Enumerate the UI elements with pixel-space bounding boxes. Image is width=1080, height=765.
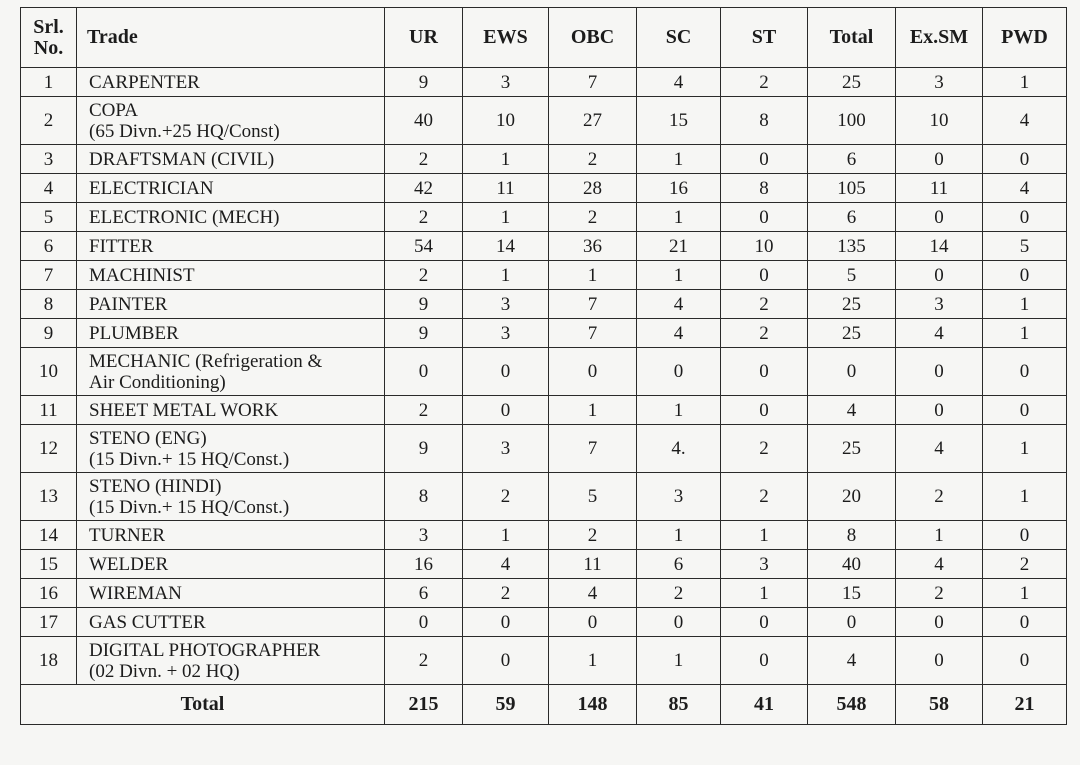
header-total: Total bbox=[808, 8, 896, 68]
ews-cell: 2 bbox=[463, 579, 549, 608]
trade-cell bbox=[77, 203, 385, 232]
table-row bbox=[21, 550, 1067, 579]
obc-cell: 2 bbox=[549, 203, 637, 232]
exsm-cell: 4 bbox=[896, 550, 983, 579]
table-row bbox=[21, 425, 1067, 473]
table-row bbox=[21, 145, 1067, 174]
exsm-cell: 0 bbox=[896, 348, 983, 396]
pwd-cell: 2 bbox=[983, 550, 1067, 579]
total-cell: 4 bbox=[808, 637, 896, 685]
serial-number-cell: 16 bbox=[21, 579, 77, 608]
st-cell: 0 bbox=[721, 261, 808, 290]
total-label: Total bbox=[21, 685, 385, 725]
total-cell: 15 bbox=[808, 579, 896, 608]
ews-cell: 3 bbox=[463, 425, 549, 473]
header-sc: SC bbox=[637, 8, 721, 68]
ews-cell: 1 bbox=[463, 521, 549, 550]
ews-cell: 2 bbox=[463, 473, 549, 521]
exsm-cell: 0 bbox=[896, 396, 983, 425]
exsm-cell: 14 bbox=[896, 232, 983, 261]
ews-cell: 11 bbox=[463, 174, 549, 203]
table-body bbox=[21, 68, 1067, 685]
sc-cell: 1 bbox=[637, 145, 721, 174]
total-cell: 105 bbox=[808, 174, 896, 203]
trade-name: MECHANIC (Refrigeration & bbox=[89, 350, 323, 372]
table-row bbox=[21, 521, 1067, 550]
exsm-cell: 0 bbox=[896, 203, 983, 232]
trade-name: GAS CUTTER bbox=[89, 611, 206, 633]
ews-cell: 0 bbox=[463, 396, 549, 425]
table-row bbox=[21, 579, 1067, 608]
ews-cell: 0 bbox=[463, 608, 549, 637]
header-row bbox=[21, 8, 1067, 68]
serial-number-cell: 8 bbox=[21, 290, 77, 319]
header-ur: UR bbox=[385, 8, 463, 68]
header-no-label: No. bbox=[33, 36, 64, 59]
table-row bbox=[21, 261, 1067, 290]
pwd-cell: 1 bbox=[983, 290, 1067, 319]
ur-cell: 2 bbox=[385, 637, 463, 685]
ur-cell: 2 bbox=[385, 396, 463, 425]
trade-cell bbox=[77, 425, 385, 473]
sc-cell: 1 bbox=[637, 521, 721, 550]
sc-cell: 1 bbox=[637, 396, 721, 425]
header-ews: EWS bbox=[463, 8, 549, 68]
serial-number-cell: 6 bbox=[21, 232, 77, 261]
sc-cell: 4 bbox=[637, 290, 721, 319]
exsm-cell: 2 bbox=[896, 579, 983, 608]
exsm-cell: 0 bbox=[896, 145, 983, 174]
trade-cell bbox=[77, 68, 385, 97]
table-row bbox=[21, 203, 1067, 232]
pwd-cell: 1 bbox=[983, 579, 1067, 608]
table-row bbox=[21, 637, 1067, 685]
ews-cell: 0 bbox=[463, 637, 549, 685]
total-cell: 6 bbox=[808, 145, 896, 174]
trade-name: PAINTER bbox=[89, 293, 168, 315]
st-cell: 8 bbox=[721, 174, 808, 203]
sc-cell: 1 bbox=[637, 637, 721, 685]
trade-cell bbox=[77, 319, 385, 348]
sc-cell: 15 bbox=[637, 97, 721, 145]
st-cell: 8 bbox=[721, 97, 808, 145]
table-row bbox=[21, 68, 1067, 97]
st-cell: 0 bbox=[721, 203, 808, 232]
trade-name: STENO (ENG) bbox=[89, 427, 207, 449]
total-total: 548 bbox=[808, 685, 896, 725]
table-row bbox=[21, 174, 1067, 203]
st-cell: 1 bbox=[721, 521, 808, 550]
exsm-cell: 11 bbox=[896, 174, 983, 203]
sc-cell: 4 bbox=[637, 68, 721, 97]
serial-number-cell: 9 bbox=[21, 319, 77, 348]
st-cell: 2 bbox=[721, 290, 808, 319]
serial-number-cell: 10 bbox=[21, 348, 77, 396]
ews-cell: 1 bbox=[463, 145, 549, 174]
total-cell: 135 bbox=[808, 232, 896, 261]
exsm-cell: 4 bbox=[896, 425, 983, 473]
pwd-cell: 0 bbox=[983, 396, 1067, 425]
pwd-cell: 1 bbox=[983, 425, 1067, 473]
table-row bbox=[21, 396, 1067, 425]
trade-name: ELECTRICIAN bbox=[89, 177, 214, 199]
serial-number-cell: 17 bbox=[21, 608, 77, 637]
ews-cell: 10 bbox=[463, 97, 549, 145]
total-ur: 215 bbox=[385, 685, 463, 725]
serial-number-cell: 14 bbox=[21, 521, 77, 550]
obc-cell: 0 bbox=[549, 608, 637, 637]
exsm-cell: 10 bbox=[896, 97, 983, 145]
st-cell: 3 bbox=[721, 550, 808, 579]
st-cell: 0 bbox=[721, 637, 808, 685]
trade-name: CARPENTER bbox=[89, 71, 200, 93]
pwd-cell: 0 bbox=[983, 348, 1067, 396]
sc-cell: 3 bbox=[637, 473, 721, 521]
sc-cell: 2 bbox=[637, 579, 721, 608]
ews-cell: 1 bbox=[463, 203, 549, 232]
trade-cell bbox=[77, 261, 385, 290]
sc-cell: 4 bbox=[637, 319, 721, 348]
serial-number-cell: 4 bbox=[21, 174, 77, 203]
obc-cell: 27 bbox=[549, 97, 637, 145]
ur-cell: 40 bbox=[385, 97, 463, 145]
obc-cell: 11 bbox=[549, 550, 637, 579]
obc-cell: 7 bbox=[549, 425, 637, 473]
exsm-cell: 3 bbox=[896, 68, 983, 97]
st-cell: 10 bbox=[721, 232, 808, 261]
exsm-cell: 1 bbox=[896, 521, 983, 550]
obc-cell: 7 bbox=[549, 319, 637, 348]
exsm-cell: 0 bbox=[896, 608, 983, 637]
st-cell: 1 bbox=[721, 579, 808, 608]
trade-subtitle: (15 Divn.+ 15 HQ/Const.) bbox=[89, 496, 290, 518]
trade-name: STENO (HINDI) bbox=[89, 475, 222, 497]
pwd-cell: 1 bbox=[983, 68, 1067, 97]
obc-cell: 0 bbox=[549, 348, 637, 396]
st-cell: 0 bbox=[721, 145, 808, 174]
exsm-cell: 0 bbox=[896, 261, 983, 290]
trade-cell bbox=[77, 550, 385, 579]
obc-cell: 1 bbox=[549, 261, 637, 290]
trade-name: FITTER bbox=[89, 235, 154, 257]
serial-number-cell: 12 bbox=[21, 425, 77, 473]
exsm-cell: 3 bbox=[896, 290, 983, 319]
total-ews: 59 bbox=[463, 685, 549, 725]
obc-cell: 4 bbox=[549, 579, 637, 608]
ews-cell: 3 bbox=[463, 290, 549, 319]
table-row bbox=[21, 319, 1067, 348]
exsm-cell: 0 bbox=[896, 637, 983, 685]
pwd-cell: 0 bbox=[983, 261, 1067, 290]
total-cell: 6 bbox=[808, 203, 896, 232]
total-st: 41 bbox=[721, 685, 808, 725]
trade-name: WIREMAN bbox=[89, 582, 182, 604]
obc-cell: 2 bbox=[549, 521, 637, 550]
serial-number-cell: 13 bbox=[21, 473, 77, 521]
serial-number-cell: 5 bbox=[21, 203, 77, 232]
ur-cell: 0 bbox=[385, 608, 463, 637]
header-srl-label: Srl. bbox=[33, 15, 64, 38]
trade-cell bbox=[77, 608, 385, 637]
total-cell: 25 bbox=[808, 68, 896, 97]
total-cell: 20 bbox=[808, 473, 896, 521]
total-exsm: 58 bbox=[896, 685, 983, 725]
total-cell: 5 bbox=[808, 261, 896, 290]
pwd-cell: 0 bbox=[983, 203, 1067, 232]
total-cell: 40 bbox=[808, 550, 896, 579]
table-row bbox=[21, 290, 1067, 319]
total-cell: 0 bbox=[808, 348, 896, 396]
total-cell: 25 bbox=[808, 290, 896, 319]
ews-cell: 3 bbox=[463, 68, 549, 97]
st-cell: 2 bbox=[721, 319, 808, 348]
header-st: ST bbox=[721, 8, 808, 68]
st-cell: 2 bbox=[721, 473, 808, 521]
ur-cell: 42 bbox=[385, 174, 463, 203]
ur-cell: 2 bbox=[385, 203, 463, 232]
serial-number-cell: 3 bbox=[21, 145, 77, 174]
trade-cell bbox=[77, 637, 385, 685]
trade-name: SHEET METAL WORK bbox=[89, 399, 279, 421]
trade-subtitle: Air Conditioning) bbox=[89, 371, 226, 393]
pwd-cell: 0 bbox=[983, 608, 1067, 637]
obc-cell: 36 bbox=[549, 232, 637, 261]
trade-cell bbox=[77, 521, 385, 550]
st-cell: 0 bbox=[721, 348, 808, 396]
trade-cell bbox=[77, 579, 385, 608]
pwd-cell: 0 bbox=[983, 145, 1067, 174]
serial-number-cell: 7 bbox=[21, 261, 77, 290]
serial-number-cell: 2 bbox=[21, 97, 77, 145]
table-row bbox=[21, 348, 1067, 396]
total-cell: 0 bbox=[808, 608, 896, 637]
pwd-cell: 4 bbox=[983, 97, 1067, 145]
ews-cell: 1 bbox=[463, 261, 549, 290]
header-srl-no bbox=[21, 8, 77, 68]
exsm-cell: 4 bbox=[896, 319, 983, 348]
serial-number-cell: 1 bbox=[21, 68, 77, 97]
sc-cell: 21 bbox=[637, 232, 721, 261]
st-cell: 0 bbox=[721, 396, 808, 425]
ur-cell: 16 bbox=[385, 550, 463, 579]
header-exsm: Ex.SM bbox=[896, 8, 983, 68]
st-cell: 2 bbox=[721, 425, 808, 473]
obc-cell: 28 bbox=[549, 174, 637, 203]
ur-cell: 9 bbox=[385, 319, 463, 348]
ur-cell: 9 bbox=[385, 68, 463, 97]
trade-name: ELECTRONIC (MECH) bbox=[89, 206, 280, 228]
ews-cell: 0 bbox=[463, 348, 549, 396]
ur-cell: 54 bbox=[385, 232, 463, 261]
ur-cell: 9 bbox=[385, 425, 463, 473]
header-trade: Trade bbox=[77, 8, 385, 68]
total-cell: 8 bbox=[808, 521, 896, 550]
trade-cell bbox=[77, 232, 385, 261]
sc-cell: 0 bbox=[637, 608, 721, 637]
ews-cell: 3 bbox=[463, 319, 549, 348]
trade-subtitle: (02 Divn. + 02 HQ) bbox=[89, 660, 240, 682]
trade-subtitle: (65 Divn.+25 HQ/Const) bbox=[89, 120, 280, 142]
trade-name: MACHINIST bbox=[89, 264, 195, 286]
trade-name: TURNER bbox=[89, 524, 165, 546]
pwd-cell: 1 bbox=[983, 473, 1067, 521]
trade-cell bbox=[77, 145, 385, 174]
pwd-cell: 0 bbox=[983, 637, 1067, 685]
sc-cell: 1 bbox=[637, 261, 721, 290]
total-cell: 4 bbox=[808, 396, 896, 425]
ur-cell: 0 bbox=[385, 348, 463, 396]
trade-cell bbox=[77, 290, 385, 319]
obc-cell: 1 bbox=[549, 396, 637, 425]
total-cell: 100 bbox=[808, 97, 896, 145]
ur-cell: 6 bbox=[385, 579, 463, 608]
serial-number-cell: 18 bbox=[21, 637, 77, 685]
trade-cell bbox=[77, 97, 385, 145]
st-cell: 2 bbox=[721, 68, 808, 97]
table-row bbox=[21, 608, 1067, 637]
serial-number-cell: 15 bbox=[21, 550, 77, 579]
vacancy-table bbox=[20, 7, 1067, 725]
trade-name: WELDER bbox=[89, 553, 169, 575]
trade-cell bbox=[77, 348, 385, 396]
serial-number-cell: 11 bbox=[21, 396, 77, 425]
table-row bbox=[21, 97, 1067, 145]
ews-cell: 14 bbox=[463, 232, 549, 261]
ur-cell: 2 bbox=[385, 261, 463, 290]
pwd-cell: 1 bbox=[983, 319, 1067, 348]
ur-cell: 3 bbox=[385, 521, 463, 550]
trade-name: DRAFTSMAN (CIVIL) bbox=[89, 148, 275, 170]
exsm-cell: 2 bbox=[896, 473, 983, 521]
total-row bbox=[21, 685, 1067, 725]
table-row bbox=[21, 473, 1067, 521]
sc-cell: 16 bbox=[637, 174, 721, 203]
sc-cell: 6 bbox=[637, 550, 721, 579]
trade-cell bbox=[77, 396, 385, 425]
total-cell: 25 bbox=[808, 425, 896, 473]
trade-name: DIGITAL PHOTOGRAPHER bbox=[89, 639, 321, 661]
obc-cell: 1 bbox=[549, 637, 637, 685]
total-sc: 85 bbox=[637, 685, 721, 725]
trade-subtitle: (15 Divn.+ 15 HQ/Const.) bbox=[89, 448, 290, 470]
header-obc: OBC bbox=[549, 8, 637, 68]
ur-cell: 2 bbox=[385, 145, 463, 174]
trade-cell bbox=[77, 473, 385, 521]
obc-cell: 5 bbox=[549, 473, 637, 521]
table-row bbox=[21, 232, 1067, 261]
trade-name: COPA bbox=[89, 99, 138, 121]
obc-cell: 7 bbox=[549, 290, 637, 319]
pwd-cell: 4 bbox=[983, 174, 1067, 203]
total-pwd: 21 bbox=[983, 685, 1067, 725]
trade-name: PLUMBER bbox=[89, 322, 179, 344]
trade-cell bbox=[77, 174, 385, 203]
ur-cell: 8 bbox=[385, 473, 463, 521]
ews-cell: 4 bbox=[463, 550, 549, 579]
st-cell: 0 bbox=[721, 608, 808, 637]
sc-cell: 1 bbox=[637, 203, 721, 232]
obc-cell: 7 bbox=[549, 68, 637, 97]
obc-cell: 2 bbox=[549, 145, 637, 174]
header-pwd: PWD bbox=[983, 8, 1067, 68]
total-cell: 25 bbox=[808, 319, 896, 348]
total-obc: 148 bbox=[549, 685, 637, 725]
ur-cell: 9 bbox=[385, 290, 463, 319]
pwd-cell: 0 bbox=[983, 521, 1067, 550]
sc-cell: 4. bbox=[637, 425, 721, 473]
sc-cell: 0 bbox=[637, 348, 721, 396]
pwd-cell: 5 bbox=[983, 232, 1067, 261]
